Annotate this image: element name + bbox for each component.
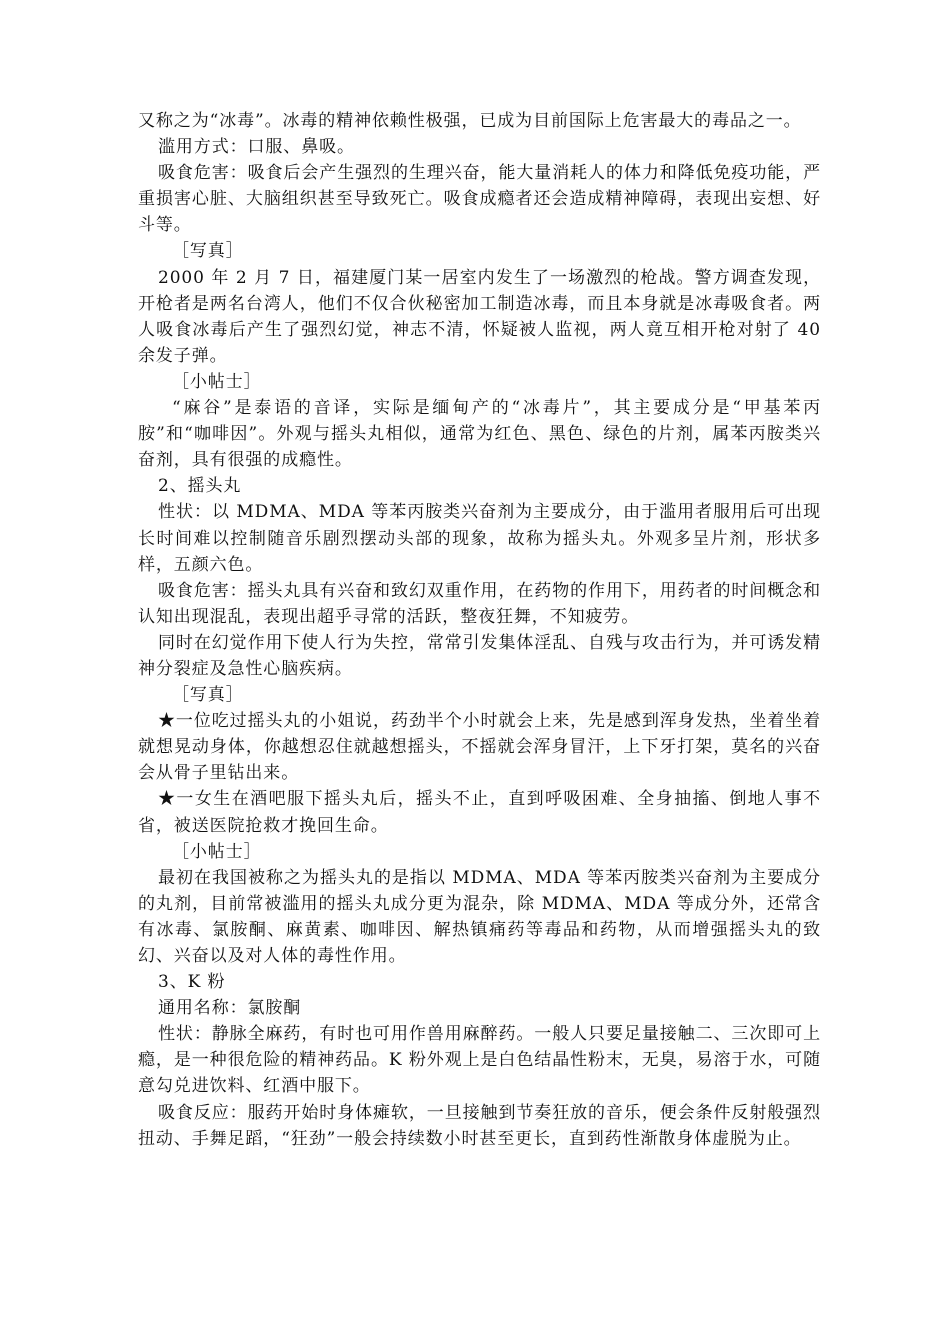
paragraph-1: 滥用方式：口服、鼻吸。 [158,137,355,158]
paragraph-12: ★一位吃过摇头丸的小姐说，药劲半个小时就会上来，先是感到浑身发热，坐着坐着就想晃动身体，你越想忍住就越想摇头，不摇就会浑身冒汗，上下牙打架，莫名的兴奋会从骨子里钻出来。 [138,711,821,784]
paragraph-13: ★一女生在酒吧服下摇头丸后，摇头不止，直到呼吸困难、全身抽搐、倒地人事不省，被送医院抢救才挽回生命。 [138,789,821,836]
section-label-tieshi-1: ［小帖士］ [172,371,262,392]
paragraph-2: 吸食危害：吸食后会产生强烈的生理兴奋，能大量消耗人的体力和降低免疫功能，严重损害心脏、大脑组织甚至导致死亡。吸食成瘾者还会造成精神障碍，表现出妄想、好斗等。 [138,163,821,236]
paragraph-4: 2000 年 2 月 7 日，福建厦门某一居室内发生了一场激烈的枪战。警方调查发现，开枪者是两名台湾人，他们不仅合伙秘密加工制造冰毒，而且本身就是冰毒吸食者。两人吸食冰毒后产生了强烈幻觉，神志不清，怀疑被人监视，两人竟互相开枪对射了 40 余发子弹。 [138,267,821,366]
document-body [138,108,821,1152]
paragraph-15: 最初在我国被称之为摇头丸的是指以 MDMA、MDA 等苯丙胺类兴奋剂为主要成分的丸剂，目前常被滥用的摇头丸成分更为混杂，除 MDMA、MDA 等成分外，还常含有冰毒、氯胺酮、麻黄素、咖啡因、解热镇痛药等毒品和药物，从而增强摇头丸的致幻、兴奋以及对人体的毒性作用。 [138,867,821,966]
paragraph-0: 又称之为“冰毒”。冰毒的精神依赖性极强，已成为目前国际上危害最大的毒品之一。 [138,111,802,131]
paragraph-18: 性状：静脉全麻药，有时也可用作兽用麻醉药。一般人只要足量接触二、三次即可上瘾，是一种很危险的精神药品。K 粉外观上是白色结晶性粉末，无臭，易溶于水，可随意勾兑进饮料、红酒中服下。 [138,1024,821,1097]
section-label-xiezhen-2: ［写真］ [172,685,244,706]
paragraph-17: 通用名称：氯胺酮 [158,998,302,1019]
heading-k-powder: 3、K 粉 [158,972,226,993]
paragraph-10: 同时在幻觉作用下使人行为失控，常常引发集体淫乱、自残与攻击行为，并可诱发精神分裂症及急性心脑疾病。 [138,632,821,679]
section-label-tieshi-2: ［小帖士］ [172,841,262,862]
paragraph-9: 吸食危害：摇头丸具有兴奋和致幻双重作用，在药物的作用下，用药者的时间概念和认知出现混乱，表现出超乎寻常的活跃，整夜狂舞，不知疲劳。 [138,580,821,627]
section-label-xiezhen-1: ［写真］ [172,241,244,262]
paragraph-6: “麻谷”是泰语的音译，实际是缅甸产的“冰毒片”，其主要成分是“甲基苯丙胺”和“咖啡因”。外观与摇头丸相似，通常为红色、黑色、绿色的片剂，属苯丙胺类兴奋剂，具有很强的成瘾性。 [138,398,821,471]
heading-ecstasy: 2、摇头丸 [158,476,242,497]
paragraph-19: 吸食反应：服药开始时身体瘫软，一旦接触到节奏狂放的音乐，便会条件反射般强烈扭动、手舞足蹈，“狂劲”一般会持续数小时甚至更长，直到药性渐散身体虚脱为止。 [138,1102,821,1149]
paragraph-8: 性状：以 MDMA、MDA 等苯丙胺类兴奋剂为主要成分，由于滥用者服用后可出现长时间难以控制随音乐剧烈摆动头部的现象，故称为摇头丸。外观多呈片剂，形状多样，五颜六色。 [138,502,821,575]
